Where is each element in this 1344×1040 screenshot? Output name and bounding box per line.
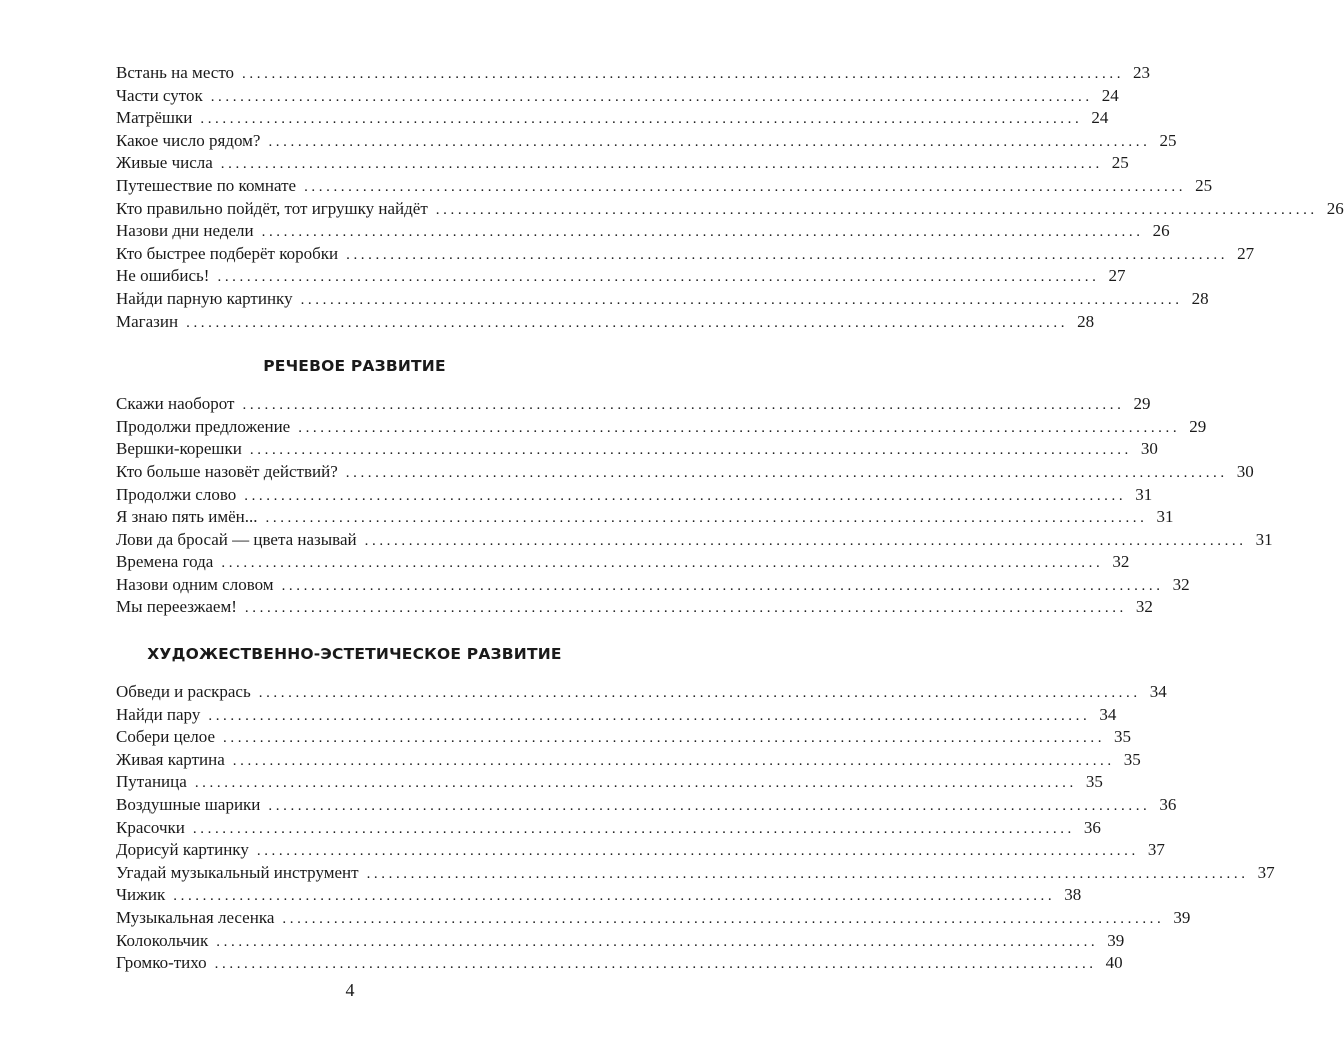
toc-leader-dots: ........................................................................................................................ <box>186 314 1069 331</box>
toc-leader-dots: ........................................................................................................................ <box>194 775 1077 792</box>
toc-entry-title: Кто больше назовёт действий? <box>116 461 338 481</box>
toc-entry-page: 37 <box>1257 862 1275 882</box>
toc-entry-title: Музыкальная лесенка <box>116 908 275 927</box>
toc-entry-page: 40 <box>1105 953 1123 973</box>
toc-entry-title: Матрёшки <box>116 108 193 128</box>
toc-entry-page: 36 <box>1083 817 1101 837</box>
toc-leader-dots: ........................................................................................................................ <box>242 397 1125 414</box>
toc-leader-dots: ........................................................................................................................ <box>200 111 1083 128</box>
toc-entry-page: 32 <box>1135 597 1153 617</box>
toc-leader-dots: ........................................................................................................................ <box>214 956 1097 973</box>
toc-leader-dots: ........................................................................................................................ <box>208 707 1091 724</box>
toc-entry-page: 23 <box>1133 63 1151 82</box>
toc-entry-page: 35 <box>1085 772 1103 792</box>
toc-entry-title: Назови одним словом <box>116 574 274 594</box>
toc-section-math <box>116 62 1344 333</box>
toc-entry-page: 28 <box>1077 311 1095 331</box>
toc-entry-page: 32 <box>1112 552 1130 572</box>
toc-leader-dots: ........................................................................................................................ <box>304 178 1187 195</box>
toc-entry <box>116 175 1213 198</box>
toc-leader-dots: ........................................................................................................................ <box>265 510 1148 527</box>
toc-entry-title: Кто правильно пойдёт, тот игрушку найдёт <box>116 198 428 218</box>
toc-entry-title: Скажи наоборот <box>116 394 235 414</box>
toc-entry-page: 31 <box>1255 529 1273 549</box>
toc-section-art <box>116 681 1275 975</box>
toc-entry-page: 32 <box>1172 574 1190 594</box>
toc-entry-title: Времена года <box>116 552 214 572</box>
toc-entry <box>116 243 1255 266</box>
toc-entry <box>116 438 1158 461</box>
toc-leader-dots: ........................................................................................................................ <box>217 269 1100 286</box>
toc-entry-title: Чижик <box>116 885 166 905</box>
toc-leader-dots: ........................................................................................................................ <box>268 133 1151 150</box>
toc-entry-page: 25 <box>1159 130 1177 150</box>
toc-leader-dots: ........................................................................................................................ <box>210 88 1093 105</box>
toc-entry <box>116 574 1190 597</box>
toc-entry <box>116 704 1117 727</box>
toc-entry-page: 31 <box>1156 507 1174 527</box>
toc-entry-page: 35 <box>1123 749 1141 769</box>
toc-leader-dots: ........................................................................................................................ <box>346 246 1229 263</box>
toc-entry-title: Я знаю пять имён... <box>116 507 258 527</box>
toc-entry-title: Продолжи слово <box>116 484 237 504</box>
toc-entry <box>116 817 1101 840</box>
toc-entry <box>116 198 1344 221</box>
toc-entry-page: 39 <box>1173 908 1191 927</box>
toc-entry-title: Путешествие по комнате <box>116 175 297 195</box>
toc-entry-title: Угадай музыкальный инструмент <box>116 862 359 882</box>
toc-leader-dots: ........................................................................................................................ <box>232 752 1115 769</box>
toc-entry <box>116 288 1209 311</box>
toc-entry-title: Найди пару <box>116 704 201 724</box>
toc-leader-dots: ........................................................................................................................ <box>366 865 1249 882</box>
section-heading-art: ХУДОЖЕСТВЕННО-ЭСТЕТИЧЕСКОЕ РАЗВИТИЕ <box>147 645 562 664</box>
toc-entry-title: Вершки-корешки <box>116 439 242 459</box>
toc-entry <box>116 393 1151 416</box>
toc-leader-dots: ........................................................................................................................ <box>223 730 1106 747</box>
toc-entry <box>116 907 1191 930</box>
toc-entry <box>116 152 1129 175</box>
toc-entry-page: 34 <box>1149 682 1167 702</box>
toc-leader-dots: ........................................................................................................................ <box>435 201 1318 218</box>
page-number: 4 <box>345 980 355 1000</box>
toc-entry-page: 30 <box>1236 461 1254 481</box>
section-heading-speech: РЕЧЕВОЕ РАЗВИТИЕ <box>263 357 446 376</box>
toc-entry <box>116 794 1177 817</box>
toc-entry <box>116 461 1254 484</box>
toc-entry-title: Найди парную картинку <box>116 288 293 308</box>
toc-entry-title: Мы переезжаем! <box>116 597 237 617</box>
toc-entry <box>116 884 1082 907</box>
toc-entry-title: Продолжи предложение <box>116 416 291 436</box>
toc-entry <box>116 862 1275 885</box>
toc-leader-dots: ........................................................................................................................ <box>300 291 1183 308</box>
toc-entry-title: Живые числа <box>116 153 213 173</box>
toc-entry-title: Назови дни недели <box>116 221 254 241</box>
toc-entry-page: 24 <box>1091 108 1109 128</box>
toc-entry-page: 39 <box>1107 930 1125 950</box>
toc-leader-dots: ........................................................................................................................ <box>221 555 1104 572</box>
toc-entry <box>116 839 1165 862</box>
toc-entry <box>116 952 1123 975</box>
toc-entry <box>116 529 1273 552</box>
toc-entry-title: Какое число рядом? <box>116 130 261 150</box>
toc-entry-title: Магазин <box>116 311 179 331</box>
toc-entry-title: Воздушные шарики <box>116 795 261 815</box>
toc-entry-page: 35 <box>1114 727 1132 747</box>
toc-entry-title: Кто быстрее подберёт коробки <box>116 243 339 263</box>
toc-entry <box>116 107 1109 130</box>
toc-leader-dots: ........................................................................................................................ <box>244 600 1127 617</box>
toc-entry-title: Живая картина <box>116 749 225 769</box>
table-of-contents <box>116 62 1344 975</box>
toc-leader-dots: ........................................................................................................................ <box>216 933 1099 950</box>
toc-entry-page: 34 <box>1099 704 1117 724</box>
toc-entry-page: 25 <box>1195 175 1213 195</box>
toc-entry-title: Лови да бросай — цвета называй <box>116 529 357 549</box>
toc-entry-title: Не ошибись! <box>116 266 210 286</box>
toc-leader-dots: ........................................................................................................................ <box>258 685 1141 702</box>
toc-leader-dots: ........................................................................................................................ <box>242 66 1125 82</box>
toc-entry <box>116 726 1132 749</box>
toc-entry <box>116 749 1141 772</box>
toc-entry-page: 31 <box>1135 484 1153 504</box>
toc-entry <box>116 311 1095 334</box>
toc-entry-page: 26 <box>1326 198 1344 218</box>
toc-entry <box>116 484 1153 507</box>
toc-entry-page: 29 <box>1133 394 1151 414</box>
toc-entry <box>116 265 1126 288</box>
toc-entry-title: Встань на место <box>116 63 235 82</box>
toc-leader-dots: ........................................................................................................................ <box>364 532 1247 549</box>
toc-leader-dots: ........................................................................................................................ <box>298 419 1181 436</box>
toc-entry-page: 27 <box>1108 266 1126 286</box>
toc-entry-title: Путаница <box>116 772 187 792</box>
toc-entry-title: Части суток <box>116 85 203 105</box>
toc-entry-title: Красочки <box>116 817 185 837</box>
toc-leader-dots: ........................................................................................................................ <box>281 577 1164 594</box>
toc-leader-dots: ........................................................................................................................ <box>220 156 1103 173</box>
toc-entry-title: Дорисуй картинку <box>116 840 249 860</box>
toc-entry <box>116 416 1207 439</box>
toc-entry-page: 29 <box>1189 416 1207 436</box>
toc-entry-title: Собери целое <box>116 727 216 747</box>
toc-entry-title: Колокольчик <box>116 930 209 950</box>
toc-entry <box>116 62 1151 85</box>
toc-entry <box>116 771 1103 794</box>
toc-leader-dots: ........................................................................................................................ <box>261 224 1144 241</box>
toc-entry <box>116 85 1119 108</box>
toc-section-speech <box>116 393 1273 619</box>
toc-entry-page: 38 <box>1064 885 1082 905</box>
toc-entry-page: 25 <box>1111 153 1129 173</box>
toc-leader-dots: ........................................................................................................................ <box>173 888 1056 905</box>
toc-entry-title: Громко-тихо <box>116 953 207 973</box>
toc-entry <box>116 220 1170 243</box>
toc-entry-page: 27 <box>1237 243 1255 263</box>
toc-entry-page: 26 <box>1152 221 1170 241</box>
toc-entry-page: 30 <box>1140 439 1158 459</box>
toc-entry-page: 36 <box>1159 795 1177 815</box>
toc-entry-page: 24 <box>1101 85 1119 105</box>
toc-entry <box>116 596 1153 619</box>
toc-leader-dots: ........................................................................................................................ <box>249 442 1132 459</box>
toc-entry <box>116 681 1167 704</box>
toc-leader-dots: ........................................................................................................................ <box>256 843 1139 860</box>
toc-entry-page: 28 <box>1191 288 1209 308</box>
toc-leader-dots: ........................................................................................................................ <box>282 911 1165 927</box>
toc-leader-dots: ........................................................................................................................ <box>268 798 1151 815</box>
toc-leader-dots: ........................................................................................................................ <box>345 464 1228 481</box>
toc-entry <box>116 506 1174 529</box>
toc-entry-title: Обведи и раскрась <box>116 682 251 702</box>
toc-entry <box>116 551 1130 574</box>
toc-entry <box>116 930 1125 953</box>
toc-entry-page: 37 <box>1147 840 1165 860</box>
toc-leader-dots: ........................................................................................................................ <box>192 820 1075 837</box>
toc-leader-dots: ........................................................................................................................ <box>244 487 1127 504</box>
toc-entry <box>116 130 1177 153</box>
